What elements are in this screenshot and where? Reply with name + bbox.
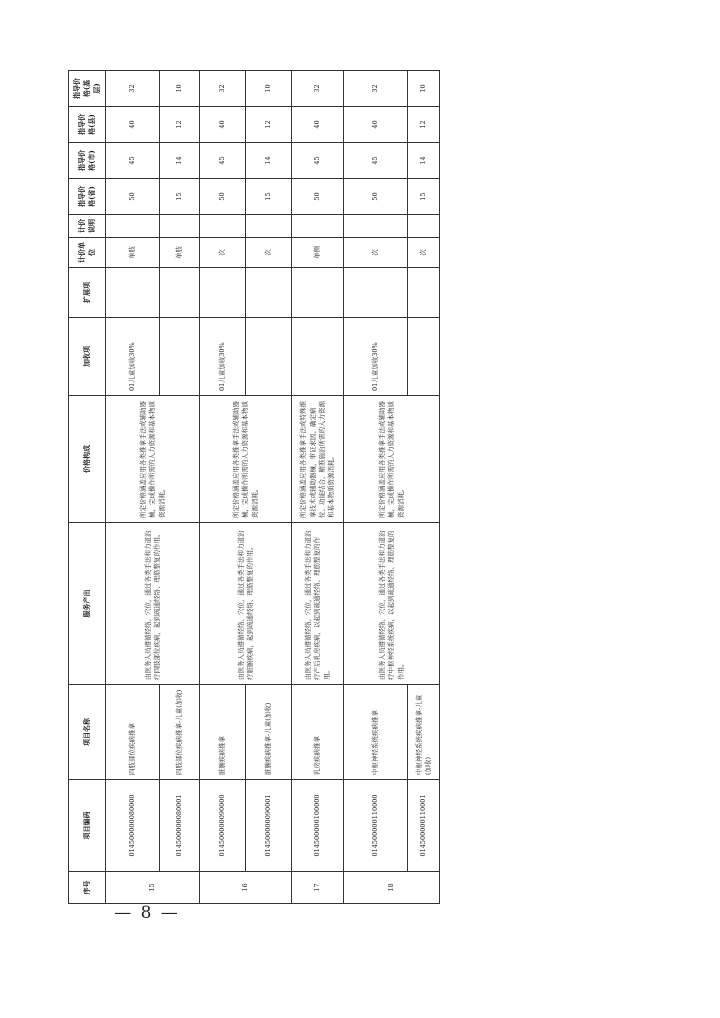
cell-price-composition: 所定价格涵盖应用各类推拿手法或辅助器械，完成操作所需的人力资源和基本物质资源消耗。 (106, 396, 200, 523)
cell-extend (292, 268, 344, 318)
table-row (292, 71, 344, 904)
cell-price-county: 12 (408, 107, 440, 143)
cell-addon: 01儿童加收30% (106, 318, 160, 396)
cell-addon (160, 318, 200, 396)
header-addon: 加收项 (69, 318, 106, 396)
cell-unit: 单侧 (292, 238, 344, 268)
cell-price-base: 32 (200, 71, 246, 107)
cell-name: 脏腑疾病推拿-儿童(加收) (246, 685, 292, 780)
cell-extend (344, 268, 408, 318)
cell-code: 014500000110000 (344, 780, 408, 872)
header-extend: 扩展项 (69, 268, 106, 318)
cell-unit: 次 (408, 238, 440, 268)
cell-code: 014500000080000 (106, 780, 160, 872)
cell-price-province: 15 (408, 179, 440, 215)
cell-addon (408, 318, 440, 396)
cell-note (408, 215, 440, 238)
cell-name: 中枢神经系统疾病推拿-儿童(加收) (408, 685, 440, 780)
page-number: — 8 — (114, 903, 180, 923)
cell-note (344, 215, 408, 238)
cell-price-province: 15 (160, 179, 200, 215)
cell-price-province: 50 (106, 179, 160, 215)
cell-price-base: 32 (106, 71, 160, 107)
cell-price-county: 12 (246, 107, 292, 143)
cell-price-base: 10 (160, 71, 200, 107)
cell-extend (246, 268, 292, 318)
header-row (69, 71, 106, 904)
cell-price-county: 40 (106, 107, 160, 143)
cell-price-base: 32 (344, 71, 408, 107)
cell-extend (160, 268, 200, 318)
price-table (68, 70, 440, 904)
cell-service: 由医务人员遵循经络、穴位，通过各类手法和力道治疗脏腑疾病，起到疏通经络、理筋整复的作用。 (200, 523, 292, 685)
cell-name: 四肢部位疾病推拿 (106, 685, 160, 780)
header-code: 项目编码 (69, 780, 106, 872)
header-seq: 序号 (69, 872, 106, 904)
cell-seq: 15 (106, 872, 200, 904)
cell-service: 由医务人员遵循经络、穴位，通过各类手法和力道治疗产后乳房疾病，以起到疏通经络、理筋整复的作用。 (292, 523, 344, 685)
cell-unit: 次 (200, 238, 246, 268)
header-note: 计价说明 (69, 215, 106, 238)
cell-price-city: 45 (344, 143, 408, 179)
cell-note (200, 215, 246, 238)
cell-price-city: 45 (106, 143, 160, 179)
cell-code: 014500000110001 (408, 780, 440, 872)
cell-name: 脏腑疾病推拿 (200, 685, 246, 780)
cell-price-city: 45 (200, 143, 246, 179)
header-price-base: 指导价格(基层) (69, 71, 106, 107)
cell-price-county: 40 (344, 107, 408, 143)
cell-unit: 单肢 (160, 238, 200, 268)
cell-price-city: 14 (160, 143, 200, 179)
cell-code: 014500000100000 (292, 780, 344, 872)
header-price-province: 指导价格(省) (69, 179, 106, 215)
cell-price-county: 40 (292, 107, 344, 143)
header-service: 服务产出 (69, 523, 106, 685)
cell-unit: 次 (344, 238, 408, 268)
cell-price-composition: 所定价格涵盖应用各类推拿手法或辅助器械，完成操作所需的人力资源和基本物质资源消耗。 (344, 396, 440, 523)
cell-extend (106, 268, 160, 318)
cell-price-province: 50 (344, 179, 408, 215)
cell-note (246, 215, 292, 238)
cell-code: 014500000080001 (160, 780, 200, 872)
table-row (200, 71, 246, 904)
cell-price-province: 15 (246, 179, 292, 215)
cell-price-composition: 所定价格涵盖应用各类推拿手法或特殊推拿技术或辅助器械，审证求因、确定病位、功能结合、精准施治所需的人力资源和基本物质资源消耗。 (292, 396, 344, 523)
header-price-city: 指导价格(市) (69, 143, 106, 179)
header-price-composition: 价格构成 (69, 396, 106, 523)
table-row (106, 71, 160, 904)
cell-name: 乳房疾病推拿 (292, 685, 344, 780)
cell-addon (292, 318, 344, 396)
cell-price-city: 14 (408, 143, 440, 179)
header-price-county: 指导价格(县) (69, 107, 106, 143)
cell-addon: 01儿童加收30% (200, 318, 246, 396)
cell-unit: 单肢 (106, 238, 160, 268)
cell-price-province: 50 (292, 179, 344, 215)
cell-note (160, 215, 200, 238)
cell-price-city: 45 (292, 143, 344, 179)
cell-unit: 次 (246, 238, 292, 268)
cell-price-base: 10 (408, 71, 440, 107)
cell-extend (200, 268, 246, 318)
cell-price-base: 10 (246, 71, 292, 107)
header-name: 项目名称 (69, 685, 106, 780)
price-table-rotated (68, 71, 432, 904)
cell-service: 由医务人员遵循经络、穴位，通过各类手法和力道治疗四肢部位疾病，起到疏通经络、理筋整复的作用。 (106, 523, 200, 685)
cell-note (292, 215, 344, 238)
cell-code: 014500000090001 (246, 780, 292, 872)
cell-extend (408, 268, 440, 318)
cell-seq: 17 (292, 872, 344, 904)
table-row (344, 71, 408, 904)
cell-service: 由医务人员遵循经络、穴位，通过各类手法和力道治疗中枢神经系统疾病，以起到疏通经络、理筋整复的作用。 (344, 523, 440, 685)
cell-code: 014500000090000 (200, 780, 246, 872)
cell-seq: 16 (200, 872, 292, 904)
cell-name: 中枢神经系统疾病推拿 (344, 685, 408, 780)
cell-note (106, 215, 160, 238)
cell-price-county: 40 (200, 107, 246, 143)
cell-price-province: 50 (200, 179, 246, 215)
cell-price-composition: 所定价格涵盖应用各类推拿手法或辅助器械，完成操作所需的人力资源和基本物质资源消耗。 (200, 396, 292, 523)
cell-seq: 18 (344, 872, 440, 904)
cell-addon: 01儿童加收30% (344, 318, 408, 396)
cell-name: 四肢部位疾病推拿-儿童(加收) (160, 685, 200, 780)
cell-price-county: 12 (160, 107, 200, 143)
header-unit: 计价单位 (69, 238, 106, 268)
cell-price-base: 32 (292, 71, 344, 107)
cell-addon (246, 318, 292, 396)
cell-price-city: 14 (246, 143, 292, 179)
